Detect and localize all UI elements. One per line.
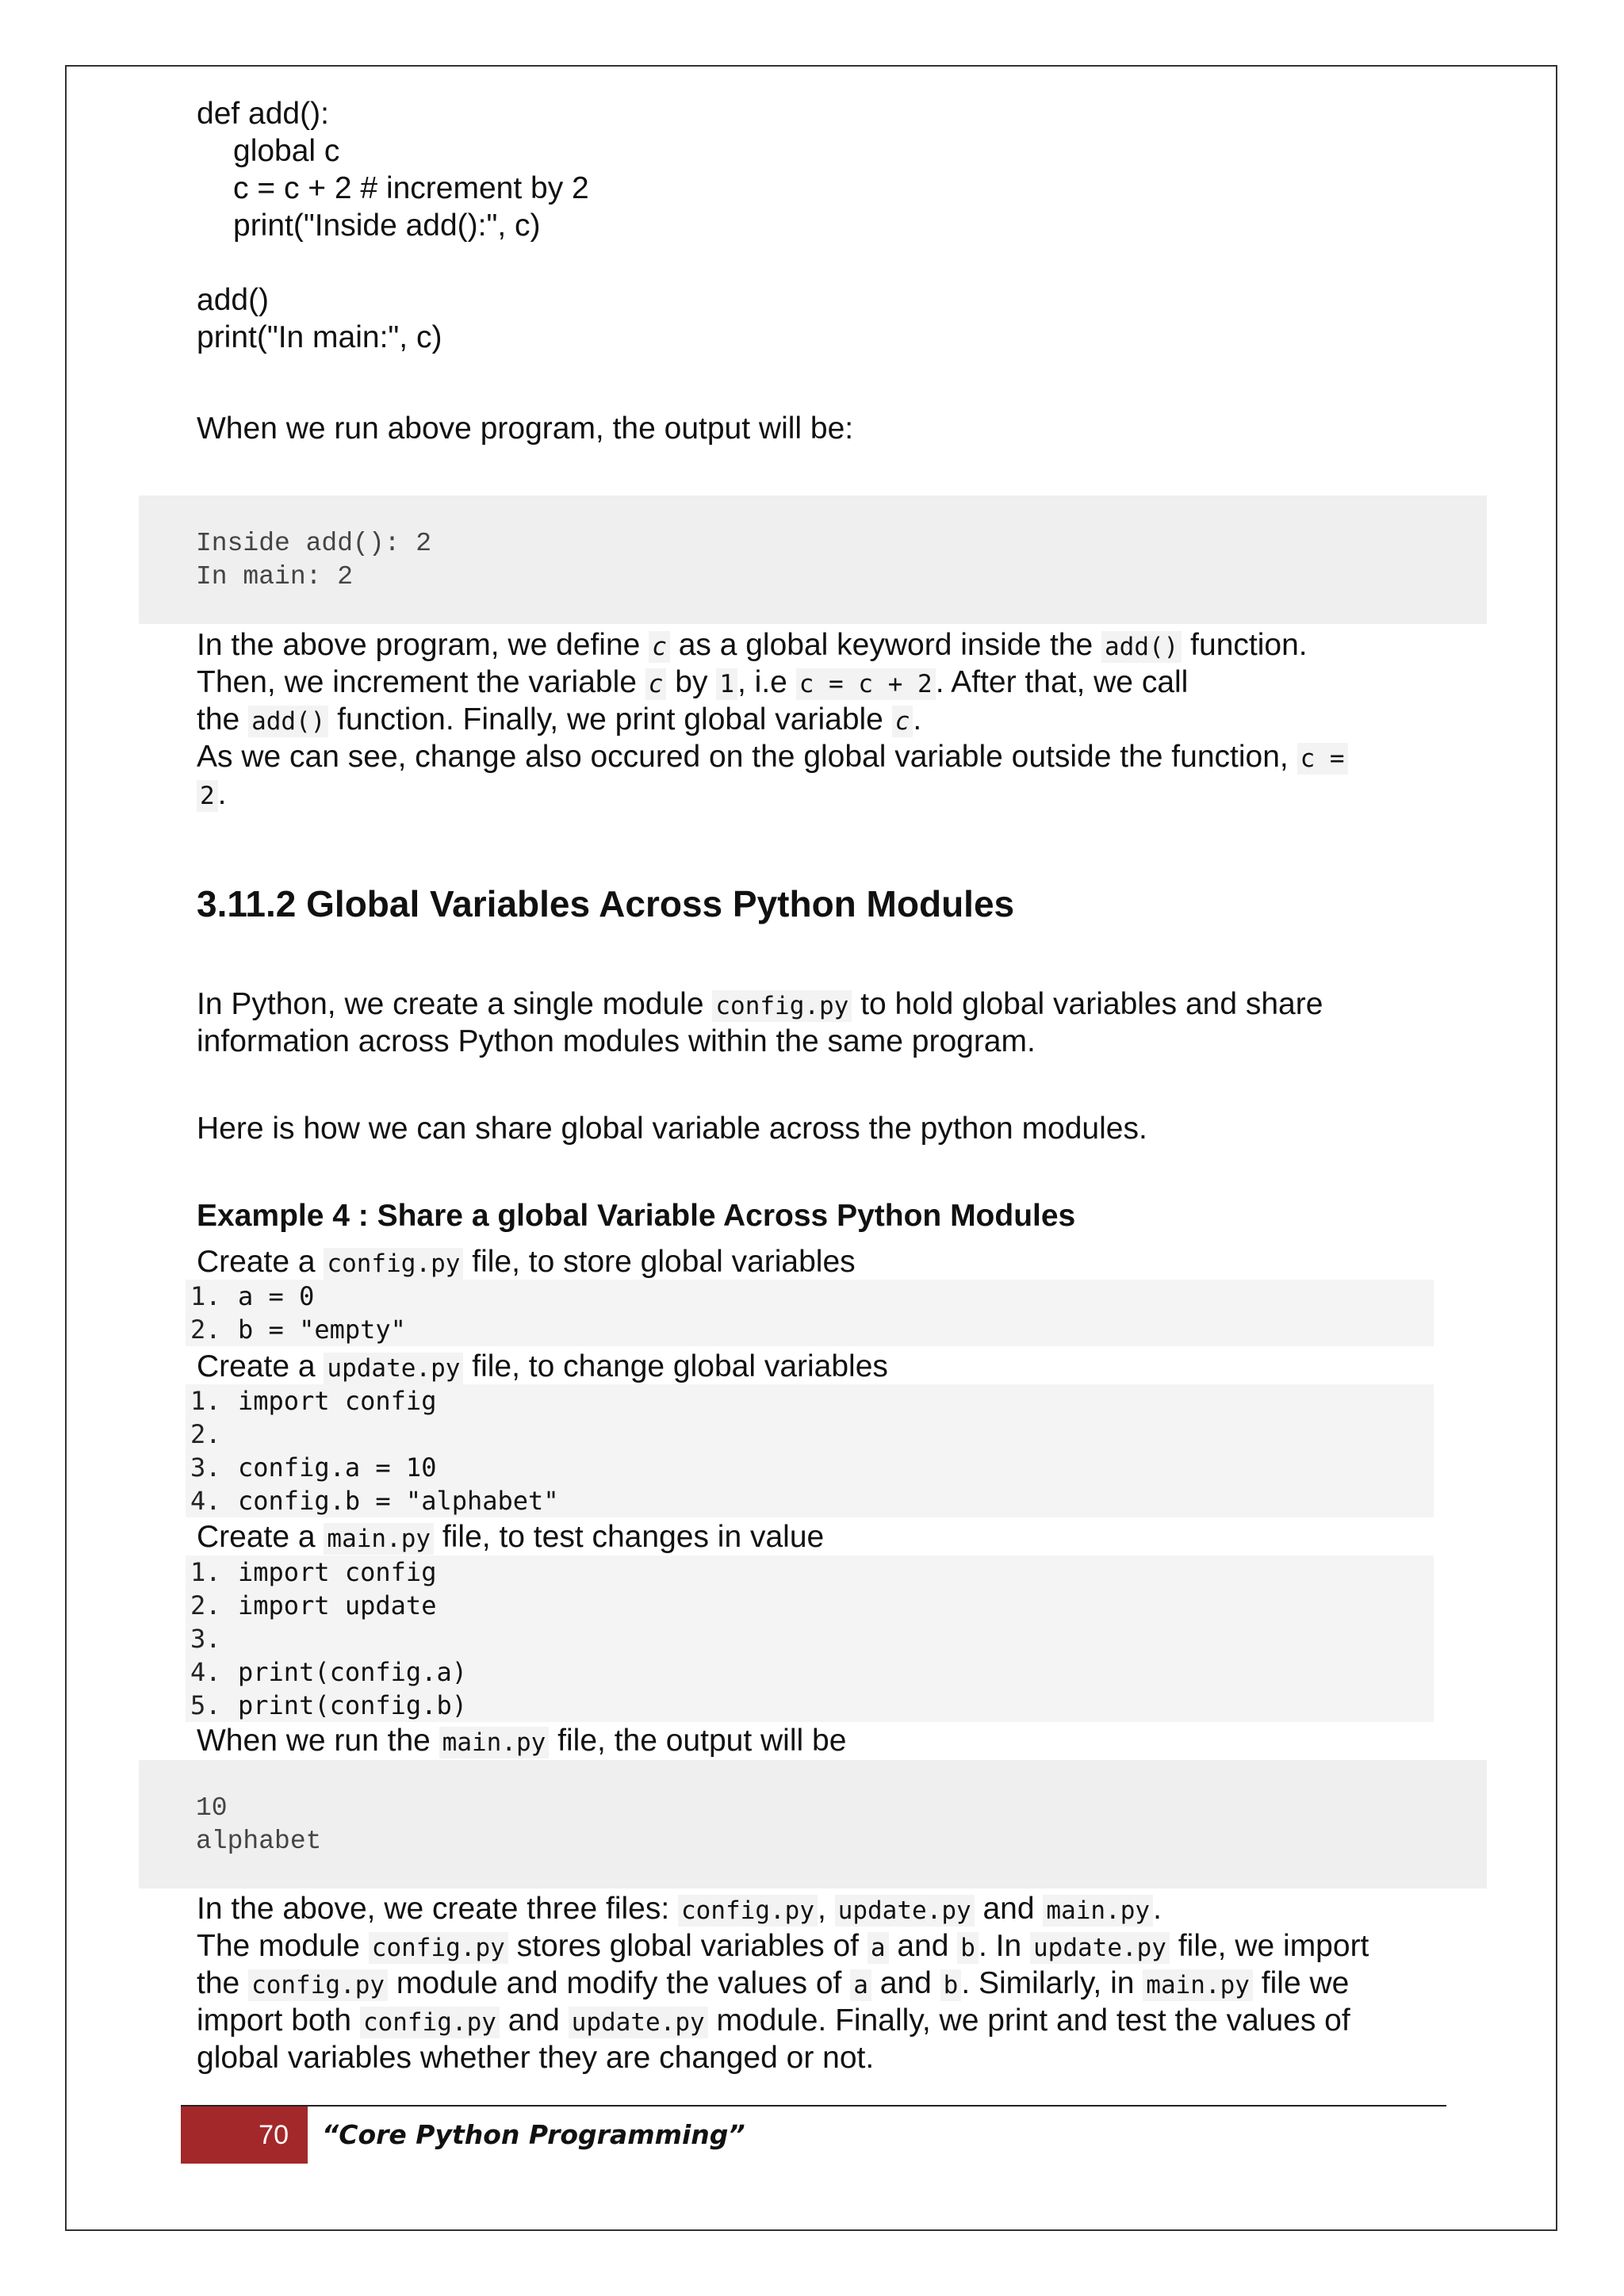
output-block — [139, 1760, 1487, 1888]
output-line: 10 — [196, 1793, 228, 1823]
step-line: Create a config.py file, to store global variables — [197, 1245, 856, 1279]
output-block — [139, 496, 1487, 624]
explain-line: The module config.py stores global variables of a and b . In update.py file, we import — [197, 1929, 1369, 1963]
code-line: 1. a = 0 — [190, 1281, 315, 1311]
code-line: c = c + 2 # increment by 2 — [233, 171, 589, 205]
code-line: 2. b = "empty" — [190, 1314, 406, 1345]
explain-line: As we can see, change also occured on the global variable outside the function, c = — [197, 738, 1348, 778]
paragraph-line: Here is how we can share global variable across the python modules. — [197, 1112, 1147, 1146]
output-line: alphabet — [196, 1827, 322, 1856]
code-line: def add(): — [197, 97, 329, 131]
code-line: 4. print(config.a) — [190, 1657, 467, 1687]
book-title: “Core Python Programming” — [322, 2119, 745, 2150]
output-line: Inside add(): 2 — [196, 529, 432, 558]
example-title: Example 4 : Share a global Variable Across Python Modules — [197, 1199, 1076, 1233]
code-line: global c — [233, 134, 340, 168]
explain-line: import both config.py and update.py module. Finally, we print and test the values of — [197, 2003, 1350, 2038]
code-line: 4. config.b = "alphabet" — [190, 1486, 559, 1516]
code-line: 2. import update — [190, 1590, 437, 1621]
code-block-main — [186, 1556, 1434, 1722]
page-number: 70 — [181, 2107, 308, 2164]
run-text: When we run above program, the output will be: — [197, 411, 854, 446]
code-block-config — [186, 1280, 1434, 1346]
step-line: Create a main.py file, to test changes in value — [197, 1520, 825, 1554]
step-line: Create a update.py file, to change global variables — [197, 1349, 888, 1383]
code-line: 1. import config — [190, 1386, 437, 1416]
paragraph-line: information across Python modules within the same program. — [197, 1024, 1036, 1058]
code-line: 1. import config — [190, 1557, 437, 1587]
explain-line: 2 . — [197, 775, 227, 815]
explain-line: In the above, we create three files: config.py , update.py and main.py . — [197, 1892, 1162, 1926]
code-line: print("Inside add():", c) — [233, 209, 541, 243]
explain-line: the config.py module and modify the values of a and b . Similarly, in main.py file we — [197, 1966, 1350, 2000]
explain-line: the add() function. Finally, we print global variable c . — [197, 702, 922, 737]
explain-line: Then, we increment the variable c by 1 , i.e c = c + 2 . After that, we call — [197, 665, 1189, 699]
code-block-update — [186, 1384, 1434, 1517]
code-line: 2. — [190, 1419, 221, 1449]
code-line: 3. — [190, 1624, 221, 1654]
code-line: 5. print(config.b) — [190, 1690, 467, 1720]
paragraph-line: In Python, we create a single module config.py to hold global variables and share — [197, 987, 1323, 1021]
code-line: 3. config.a = 10 — [190, 1452, 437, 1483]
explain-line: In the above program, we define c as a global keyword inside the add() function. — [197, 628, 1308, 662]
step-line: When we run the main.py file, the output will be — [197, 1724, 847, 1758]
section-heading: 3.11.2 Global Variables Across Python Modules — [197, 883, 1015, 924]
code-line: add() — [197, 283, 270, 317]
explain-line: global variables whether they are changed or not. — [197, 2041, 875, 2075]
output-line: In main: 2 — [196, 562, 354, 591]
code-line: print("In main:", c) — [197, 320, 442, 354]
